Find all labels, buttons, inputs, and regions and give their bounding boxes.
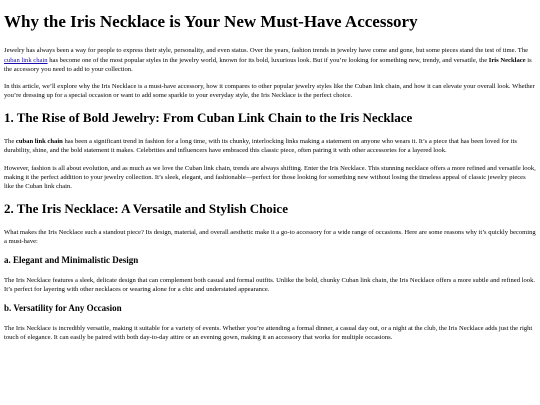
intro-text-b: has become one of the most popular styles in the jewelry world, known for its bold, luxurious look. But if you’re looking for something new, trendy, and versatile, the [47,56,489,64]
intro-paragraph-2: In this article, we’ll explore why the Iris Necklace is a must-have accessory, how it compares to other popular jewelry styles like the Cuban link chain, and how it can elevate your overall look. Whether you’re dressing up for a special occasion or want to add some sparkle to your everyday style, the Iris Necklace is the perfect choice. [4,83,535,100]
subsection-a-heading: a. Elegant and Minimalistic Design [4,255,139,266]
subsection-b-paragraph: The Iris Necklace is incredibly versatile, making it suitable for a variety of events. Whether you’re attending a formal dinner, a casual day out, or a night at the club, the Iris Necklace adds just the right touch of elegance. It can easily be paired with both day-to-day attire or an evening gown, making it an accessory that works for multiple occasions. [4,325,533,342]
section-1-heading: 1. The Rise of Bold Jewelry: From Cuban Link Chain to the Iris Necklace [4,110,413,126]
intro-paragraph-1 [4,46,536,74]
subsection-b-heading: b. Versatility for Any Occasion [4,303,122,314]
subsection-a-paragraph: The Iris Necklace features a sleek, delicate design that can complement both casual and formal outfits. Unlike the bold, chunky Cuban link chain, the Iris Necklace offers a more subtle and refined look. It’s perfect for layering with other necklaces or wearing alone for a chic and understated appearance. [4,277,536,294]
section-1-text-a: The [4,138,16,146]
section-1-text-b: has been a significant trend in fashion for a long time, with its chunky, interlocking links making a statement on anyone who wears it. It’s a piece that has been loved for its durability, shine, and the bold statement it makes. Celebrities and influencers have embraced this classic piece, often pairing it with other accessories for a layered look. [4,138,517,155]
section-1-paragraph-2: However, fashion is all about evolution, and as much as we love the Cuban link chain, trends are always shifting. Enter the Iris Necklace. This stunning necklace offers a more refined and versatile look, making it the perfect addition to your jewelry collection. It’s sleek, elegant, and fashionable—perfect for those looking for something new without losing the timeless appeal of classic jewelry pieces like the Cuban link chain. [4,164,536,190]
intro-text-a: Jewelry has always been a way for people to express their style, personality, and even status. Over the years, fashion trends in jewelry have come and gone, but some pieces stand the test of time. The [4,47,529,55]
section-2-heading: 2. The Iris Necklace: A Versatile and Stylish Choice [4,201,288,217]
iris-necklace-bold: Iris Necklace [488,56,526,64]
cuban-link-chain-bold: cuban link chain [15,138,63,146]
section-1-paragraph-1 [4,137,536,155]
intro-text-c: is the accessory you need to add to your collection. [4,56,532,73]
page-title: Why the Iris Necklace is Your New Must-Have Accessory [4,12,418,31]
section-2-paragraph-1: What makes the Iris Necklace such a standout piece? Its design, material, and overall aesthetic make it a go-to accessory for a wide range of occasions. Here are some reasons why it’s quickly becoming a must-have: [4,228,536,245]
cuban-link-chain-link[interactable]: cuban link chain [4,56,48,64]
